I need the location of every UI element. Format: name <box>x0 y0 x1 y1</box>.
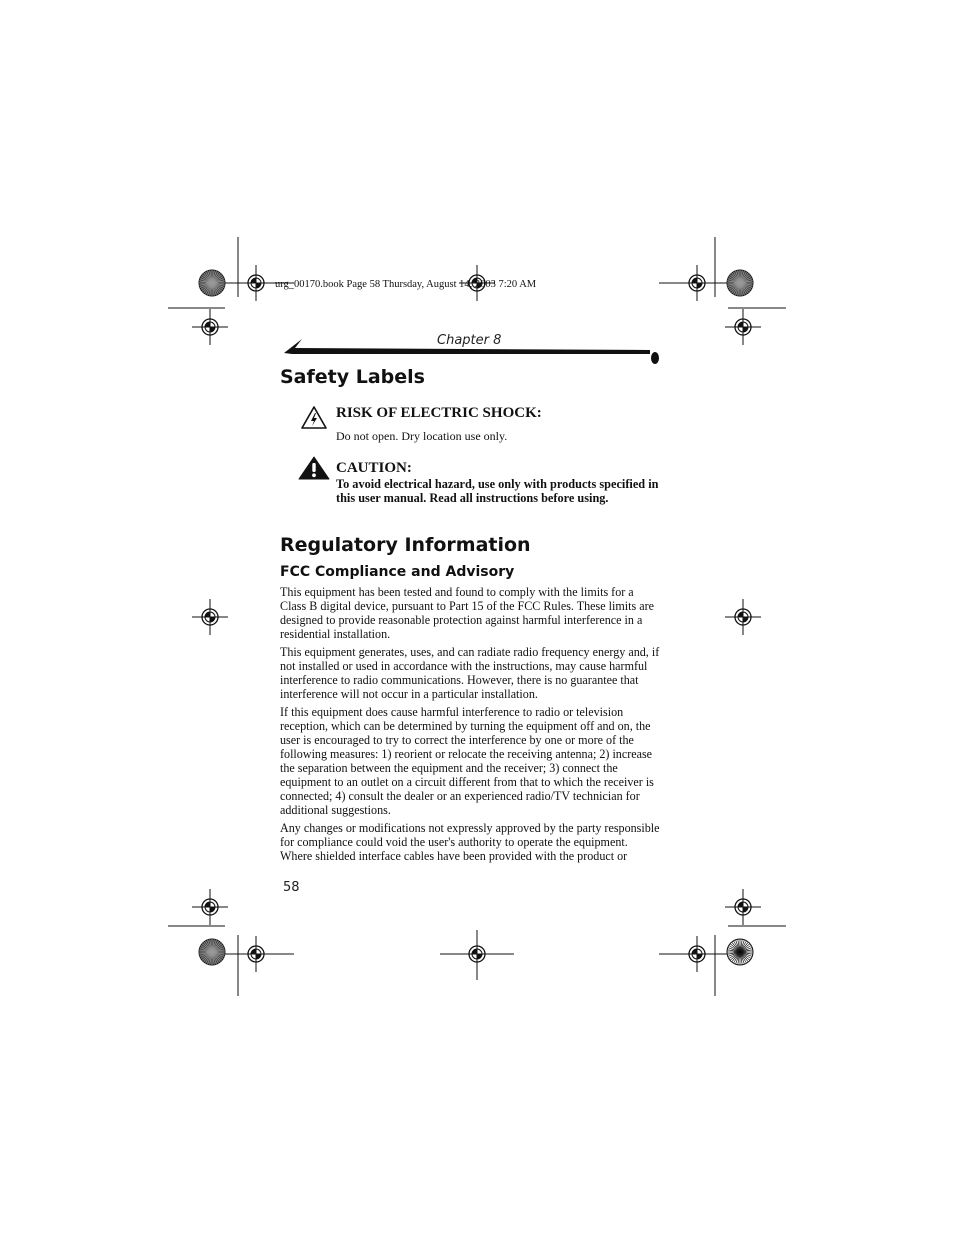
registration-mark <box>725 599 761 635</box>
color-bar-mark <box>199 939 225 965</box>
paragraph: This equipment has been tested and found to comply with the limits for a Class B digital device, pursuant to Part 15 of the FCC Rules. These limits are designed to provide reasonable protection against harmful interference in a residential installation. <box>280 585 654 641</box>
color-bar-mark <box>199 270 225 296</box>
chapter-label: Chapter 8 <box>437 333 502 348</box>
caution-warning-icon <box>298 456 330 480</box>
paragraph: Any changes or modifications not expressly approved by the party responsible for compliance could void the user's authority to operate the equipment. Where shielded interface cables have been provided with the product or <box>280 821 660 863</box>
fcc-body <box>280 585 660 867</box>
risk-body: Do not open. Dry location use only. <box>336 429 508 443</box>
regulatory-heading: Regulatory Information <box>280 534 531 556</box>
page-number: 58 <box>283 880 300 895</box>
caution-title: CAUTION: <box>336 460 412 476</box>
paragraph: This equipment generates, uses, and can radiate radio frequency energy and, if not installed or used in accordance with the instructions, may cause harmful interference to radio communications. However, there is no guarantee that interference will not occur in a particular installation. <box>280 645 660 701</box>
risk-title: RISK OF ELECTRIC SHOCK: <box>336 405 542 421</box>
safety-labels-heading: Safety Labels <box>280 366 425 388</box>
registration-mark <box>192 309 228 345</box>
registration-mark <box>725 309 761 345</box>
registration-mark <box>192 889 228 925</box>
print-slug: urg_00170.book Page 58 Thursday, August 14, 2003 7:20 AM <box>275 279 537 290</box>
electric-shock-warning-icon <box>300 405 328 430</box>
paragraph: If this equipment does cause harmful interference to radio or television reception, which can be determined by turning the equipment off and on, the user is encouraged to try to correct the interference by one or more of the following measures: 1) reorient or relocate the receiving antenna; 2) increase the separation between the equipment and the receiver; 3) connect the equipment to an outlet on a circuit different from that to which the receiver is connected; 4) consult the dealer or an experienced radio/TV technician for additional suggestions. <box>280 705 654 817</box>
caution-body: To avoid electrical hazard, use only with products specified in this user manual. Read all instructions before using. <box>336 477 659 506</box>
color-bar-mark <box>727 270 753 296</box>
registration-mark <box>725 889 761 925</box>
color-bar-mark <box>727 939 753 965</box>
registration-mark <box>192 599 228 635</box>
fcc-subheading: FCC Compliance and Advisory <box>280 564 515 580</box>
